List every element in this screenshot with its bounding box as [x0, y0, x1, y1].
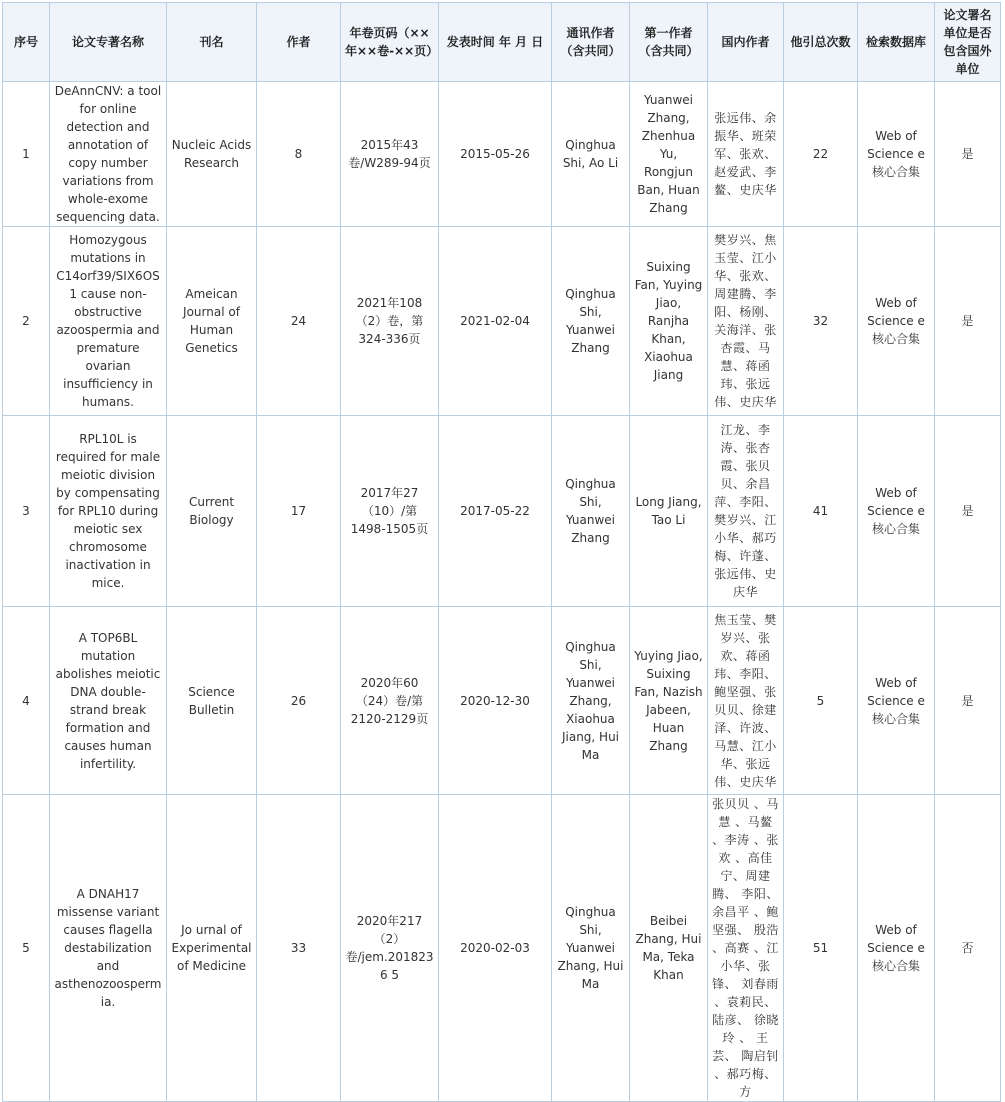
cell-no: 2 — [3, 227, 50, 416]
cell-authors: 26 — [257, 607, 341, 795]
cell-date: 2017-05-22 — [439, 416, 552, 607]
cell-citations: 5 — [784, 607, 858, 795]
header-cell-no: 序号 — [3, 3, 50, 82]
cell-authors: 24 — [257, 227, 341, 416]
cell-database: Web of Science e核心合集 — [858, 227, 935, 416]
header-cell-foreign: 论文署名单位是否包含国外单位 — [935, 3, 1001, 82]
cell-journal: Ameican Journal of Human Genetics — [167, 227, 257, 416]
header-cell-journal: 刊名 — [167, 3, 257, 82]
cell-journal: Science Bulletin — [167, 607, 257, 795]
cell-authors: 8 — [257, 82, 341, 227]
cell-volume: 2020年217（2）卷/jem.2018236 5 — [341, 795, 439, 1102]
header-cell-citations: 他引总次数 — [784, 3, 858, 82]
header-cell-first: 第一作者（含共同） — [630, 3, 708, 82]
cell-date: 2015-05-26 — [439, 82, 552, 227]
cell-no: 5 — [3, 795, 50, 1102]
cell-title: DeAnnCNV: a tool for online detection and annotation of copy number variations from whole-exome sequencing data. — [50, 82, 167, 227]
cell-domestic: 张贝贝 、马慧 、马鳌 、李涛 、张欢 、高佳宁、周建腾、 李阳、 余昌平 、鲍坚强、 殷浩 、高赛 、江小华、张锋、 刘春雨 、袁莉民、 陆彦、 徐晓玲 、 王芸、 陶启钊 、郝巧梅、方 — [708, 795, 784, 1102]
cell-database: Web of Science e核心合集 — [858, 607, 935, 795]
cell-title: A TOP6BL mutation abolishes meiotic DNA double-strand break formation and causes human infertility. — [50, 607, 167, 795]
cell-citations: 41 — [784, 416, 858, 607]
table-row — [3, 82, 1001, 227]
header-cell-authors: 作者 — [257, 3, 341, 82]
cell-database: Web of Science e核心合集 — [858, 82, 935, 227]
cell-journal: Jo urnal of Experimental of Medicine — [167, 795, 257, 1102]
cell-foreign: 是 — [935, 607, 1001, 795]
cell-title: RPL10L is required for male meiotic division by compensating for RPL10 during meiotic sex chromosome inactivation in mice. — [50, 416, 167, 607]
cell-no: 1 — [3, 82, 50, 227]
table-row — [3, 416, 1001, 607]
cell-volume: 2020年60（24）卷/第2120-2129页 — [341, 607, 439, 795]
cell-database: Web of Science e核心合集 — [858, 795, 935, 1102]
cell-volume: 2015年43卷/W289-94页 — [341, 82, 439, 227]
cell-first: Yuying Jiao, Suixing Fan, Nazish Jabeen, Huan Zhang — [630, 607, 708, 795]
cell-authors: 33 — [257, 795, 341, 1102]
cell-database: Web of Science e核心合集 — [858, 416, 935, 607]
cell-journal: Nucleic Acids Research — [167, 82, 257, 227]
cell-journal: Current Biology — [167, 416, 257, 607]
cell-corresponding: Qinghua Shi, Yuanwei Zhang, Xiaohua Jiang, Hui Ma — [552, 607, 630, 795]
cell-date: 2020-02-03 — [439, 795, 552, 1102]
header-row — [3, 3, 1001, 82]
table-row — [3, 607, 1001, 795]
cell-volume: 2021年108（2）卷，第324-336页 — [341, 227, 439, 416]
cell-citations: 51 — [784, 795, 858, 1102]
cell-domestic: 樊岁兴、焦玉莹、江小华、张欢、周建腾、李阳、杨刚、关海洋、张杏霞、马慧、蒋函玮、张远伟、史庆华 — [708, 227, 784, 416]
header-cell-domestic: 国内作者 — [708, 3, 784, 82]
papers-table — [2, 2, 1001, 1102]
cell-first: Beibei Zhang, Hui Ma, Teka Khan — [630, 795, 708, 1102]
cell-title: A DNAH17 missense variant causes flagella destabilization and asthenozoospermia. — [50, 795, 167, 1102]
cell-title: Homozygous mutations in C14orf39/SIX6OS1 cause non-obstructive azoospermia and premature ovarian insufficiency in humans. — [50, 227, 167, 416]
cell-date: 2020-12-30 — [439, 607, 552, 795]
header-cell-title: 论文专著名称 — [50, 3, 167, 82]
cell-foreign: 是 — [935, 416, 1001, 607]
cell-first: Suixing Fan, Yuying Jiao, Ranjha Khan, Xiaohua Jiang — [630, 227, 708, 416]
cell-citations: 32 — [784, 227, 858, 416]
cell-authors: 17 — [257, 416, 341, 607]
table-row — [3, 795, 1001, 1102]
header-cell-corresponding: 通讯作者（含共同） — [552, 3, 630, 82]
cell-no: 4 — [3, 607, 50, 795]
cell-domestic: 江龙、李涛、张杏霞、张贝贝、余昌萍、李阳、樊岁兴、江小华、郝巧梅、许蓬、张远伟、史庆华 — [708, 416, 784, 607]
cell-volume: 2017年27（10）/第1498-1505页 — [341, 416, 439, 607]
cell-corresponding: Qinghua Shi, Yuanwei Zhang — [552, 416, 630, 607]
cell-domestic: 张远伟、余振华、班荣军、张欢、赵爱武、李鳌、史庆华 — [708, 82, 784, 227]
header-cell-volume: 年卷页码（××年××卷-××页） — [341, 3, 439, 82]
cell-domestic: 焦玉莹、樊岁兴、张欢、蒋函玮、李阳、鲍坚强、张贝贝、徐建泽、许波、马慧、江小华、张远伟、史庆华 — [708, 607, 784, 795]
cell-first: Yuanwei Zhang, Zhenhua Yu, Rongjun Ban, Huan Zhang — [630, 82, 708, 227]
cell-citations: 22 — [784, 82, 858, 227]
table-row — [3, 227, 1001, 416]
header-cell-database: 检索数据库 — [858, 3, 935, 82]
cell-corresponding: Qinghua Shi, Yuanwei Zhang — [552, 227, 630, 416]
cell-no: 3 — [3, 416, 50, 607]
cell-foreign: 是 — [935, 82, 1001, 227]
cell-first: Long Jiang, Tao Li — [630, 416, 708, 607]
cell-foreign: 是 — [935, 227, 1001, 416]
cell-foreign: 否 — [935, 795, 1001, 1102]
header-cell-date: 发表时间 年 月 日 — [439, 3, 552, 82]
cell-date: 2021-02-04 — [439, 227, 552, 416]
cell-corresponding: Qinghua Shi, Ao Li — [552, 82, 630, 227]
cell-corresponding: Qinghua Shi, Yuanwei Zhang, Hui Ma — [552, 795, 630, 1102]
